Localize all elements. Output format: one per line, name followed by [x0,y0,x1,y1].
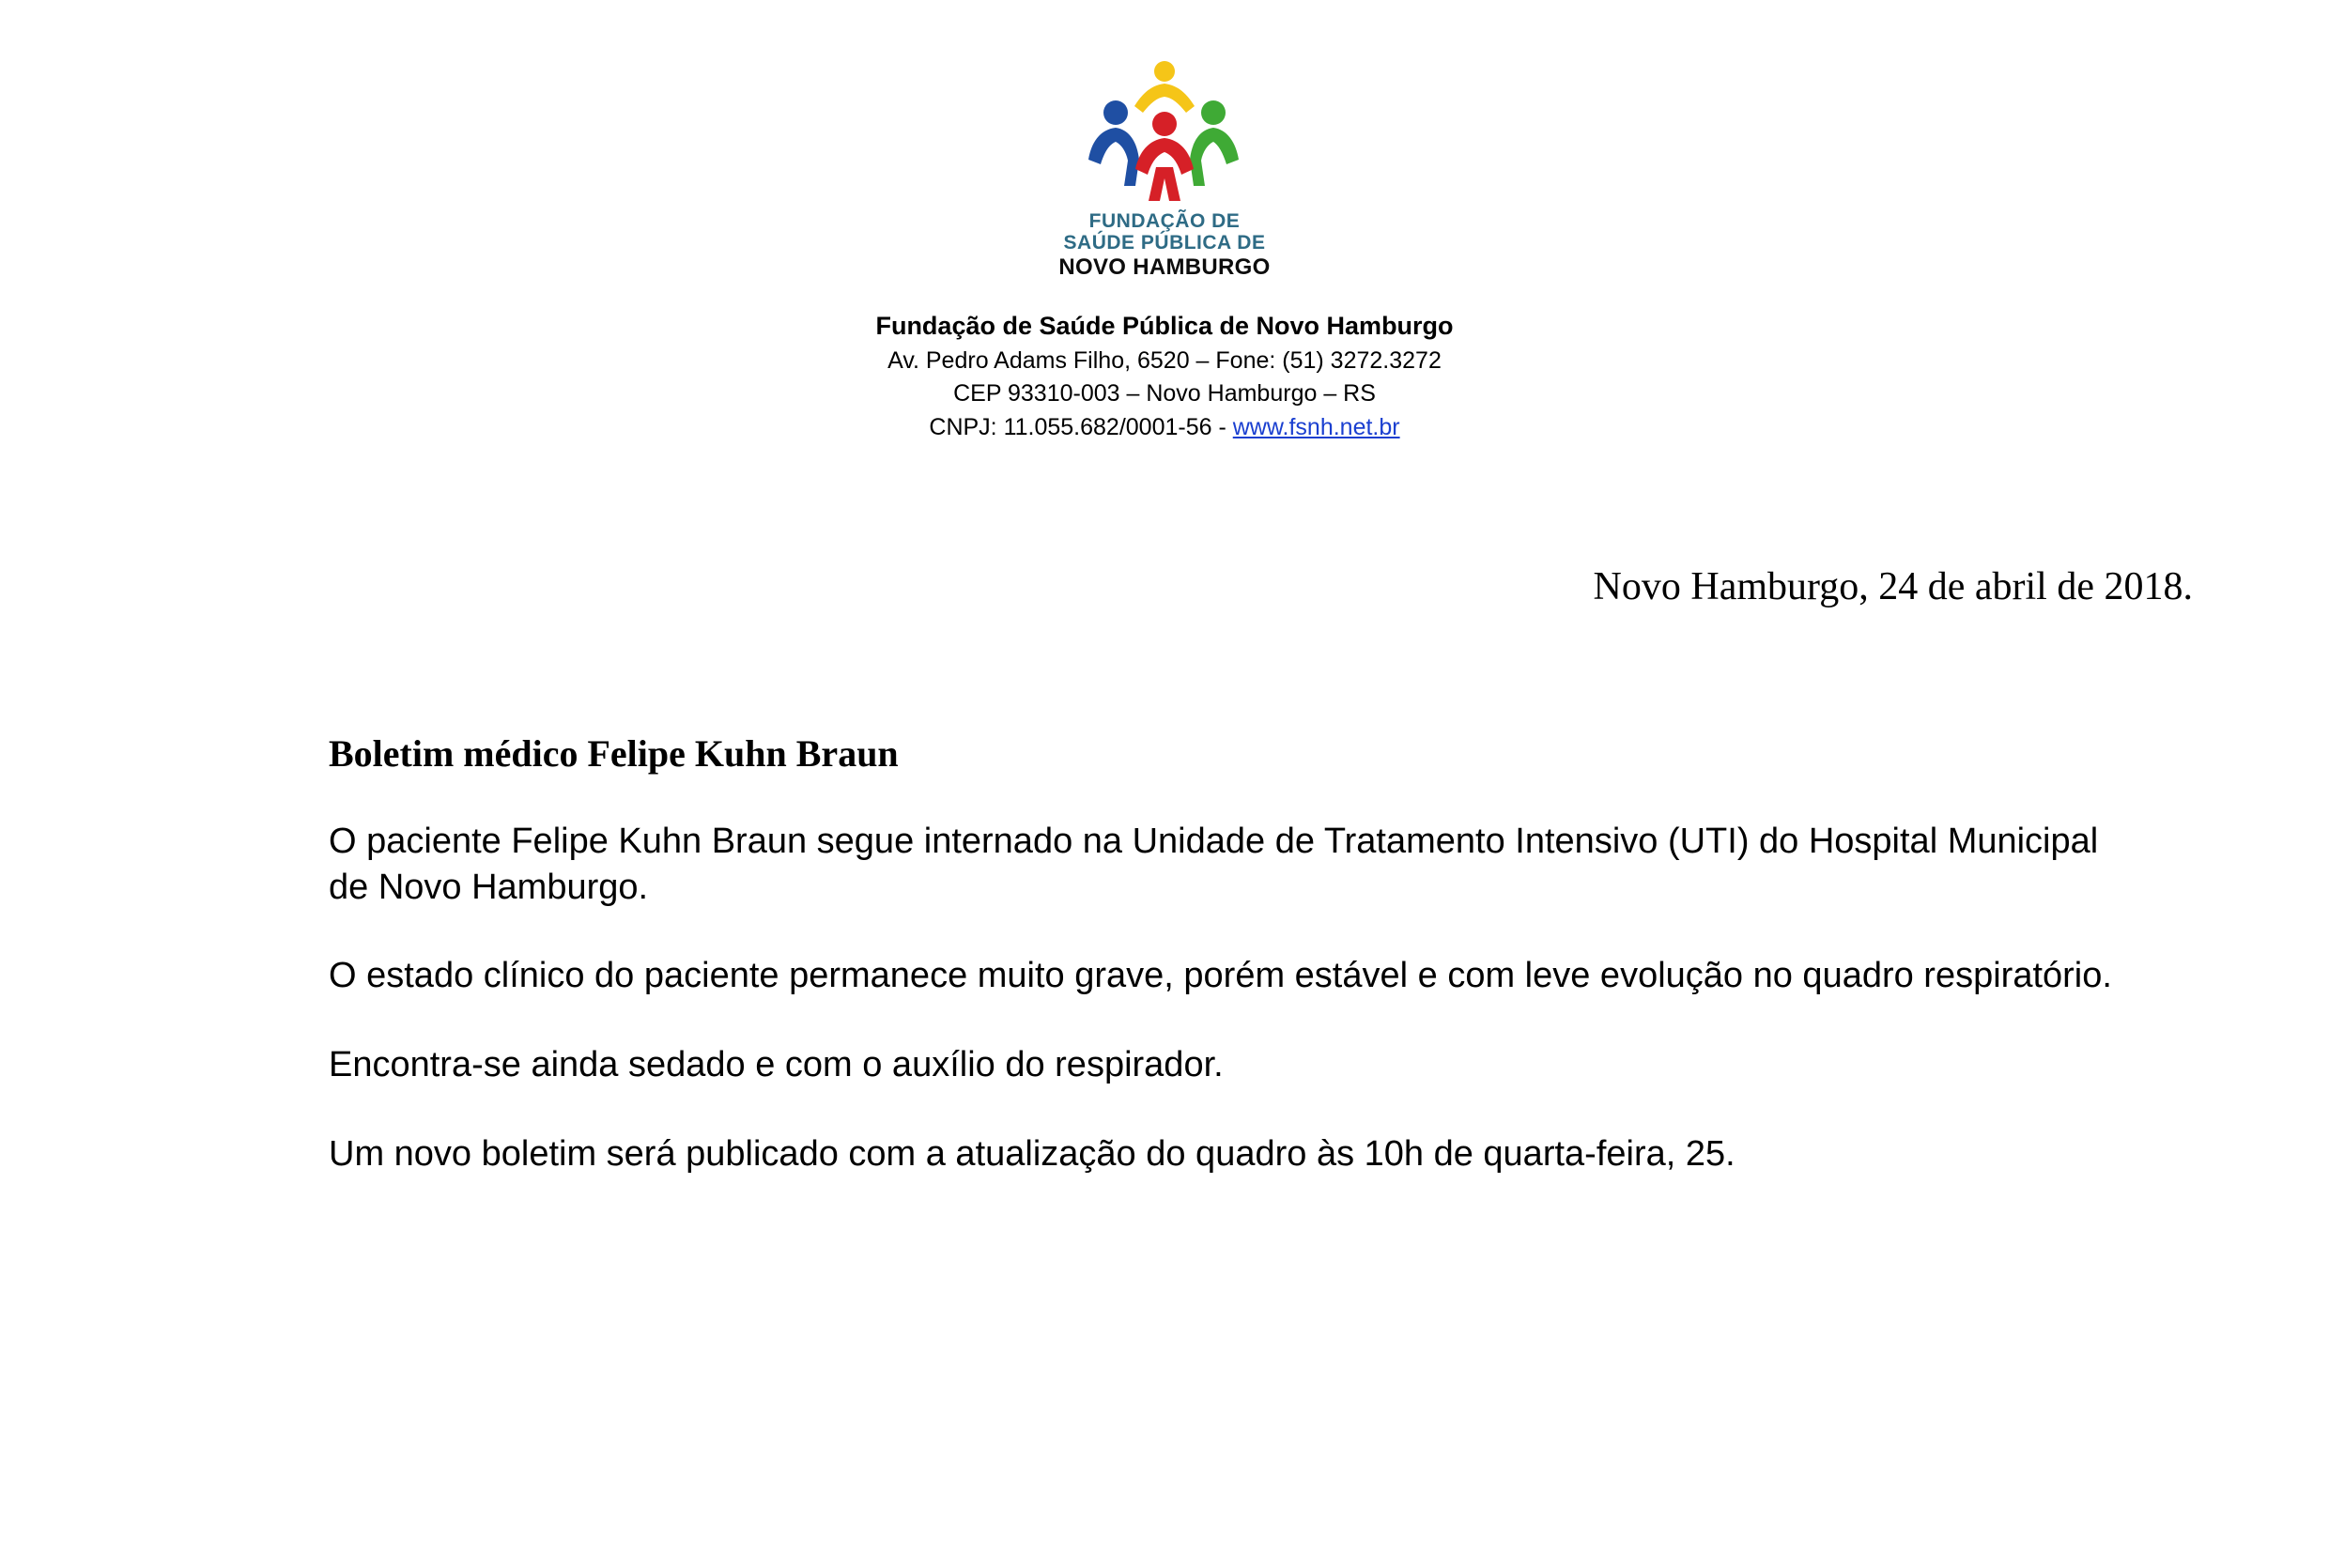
organization-contact-block [0,308,2329,444]
logo-line-3: NOVO HAMBURGO [1058,254,1271,281]
paragraph-3: Encontra-se ainda sedado e com o auxílio do respirador. [329,1044,1224,1084]
paragraph-4: Um novo boletim será publicado com a atualização do quadro às 10h de quarta-feira, 25. [329,1133,1735,1174]
organization-postal: CEP 93310-003 – Novo Hamburgo – RS [953,380,1376,407]
logo-line-1: FUNDAÇÃO DE [1088,210,1241,232]
document-body [0,564,2329,1176]
organization-name: Fundação de Saúde Pública de Novo Hamburgo [875,312,1454,341]
paragraph-2: O estado clínico do paciente permanece muito grave, porém estável e com leve evolução no quadro respiratório. [329,956,2112,996]
organization-cnpj-line [0,411,2329,445]
organization-address: Av. Pedro Adams Filho, 6520 – Fone: (51) 3272.3272 [887,346,1442,374]
cnpj-text: CNPJ: 11.055.682/0001-56 - [929,413,1233,440]
date-line: Novo Hamburgo, 24 de abril de 2018. [1593,565,2193,609]
letterhead [0,0,2329,444]
logo-wordmark [1033,211,1296,280]
page-title: Boletim médico Felipe Kuhn Braun [329,732,899,776]
logo-line-2: SAÚDE PÚBLICA DE [1063,231,1266,254]
organization-logo [1033,54,1296,280]
people-logo-icon [1075,54,1254,209]
paragraph-1: O paciente Felipe Kuhn Braun segue internado na Unidade de Tratamento Intensivo (UTI) do Hospital Municipal de Novo Hamburgo. [329,822,2099,907]
website-link[interactable]: www.fsnh.net.br [1232,413,1400,440]
